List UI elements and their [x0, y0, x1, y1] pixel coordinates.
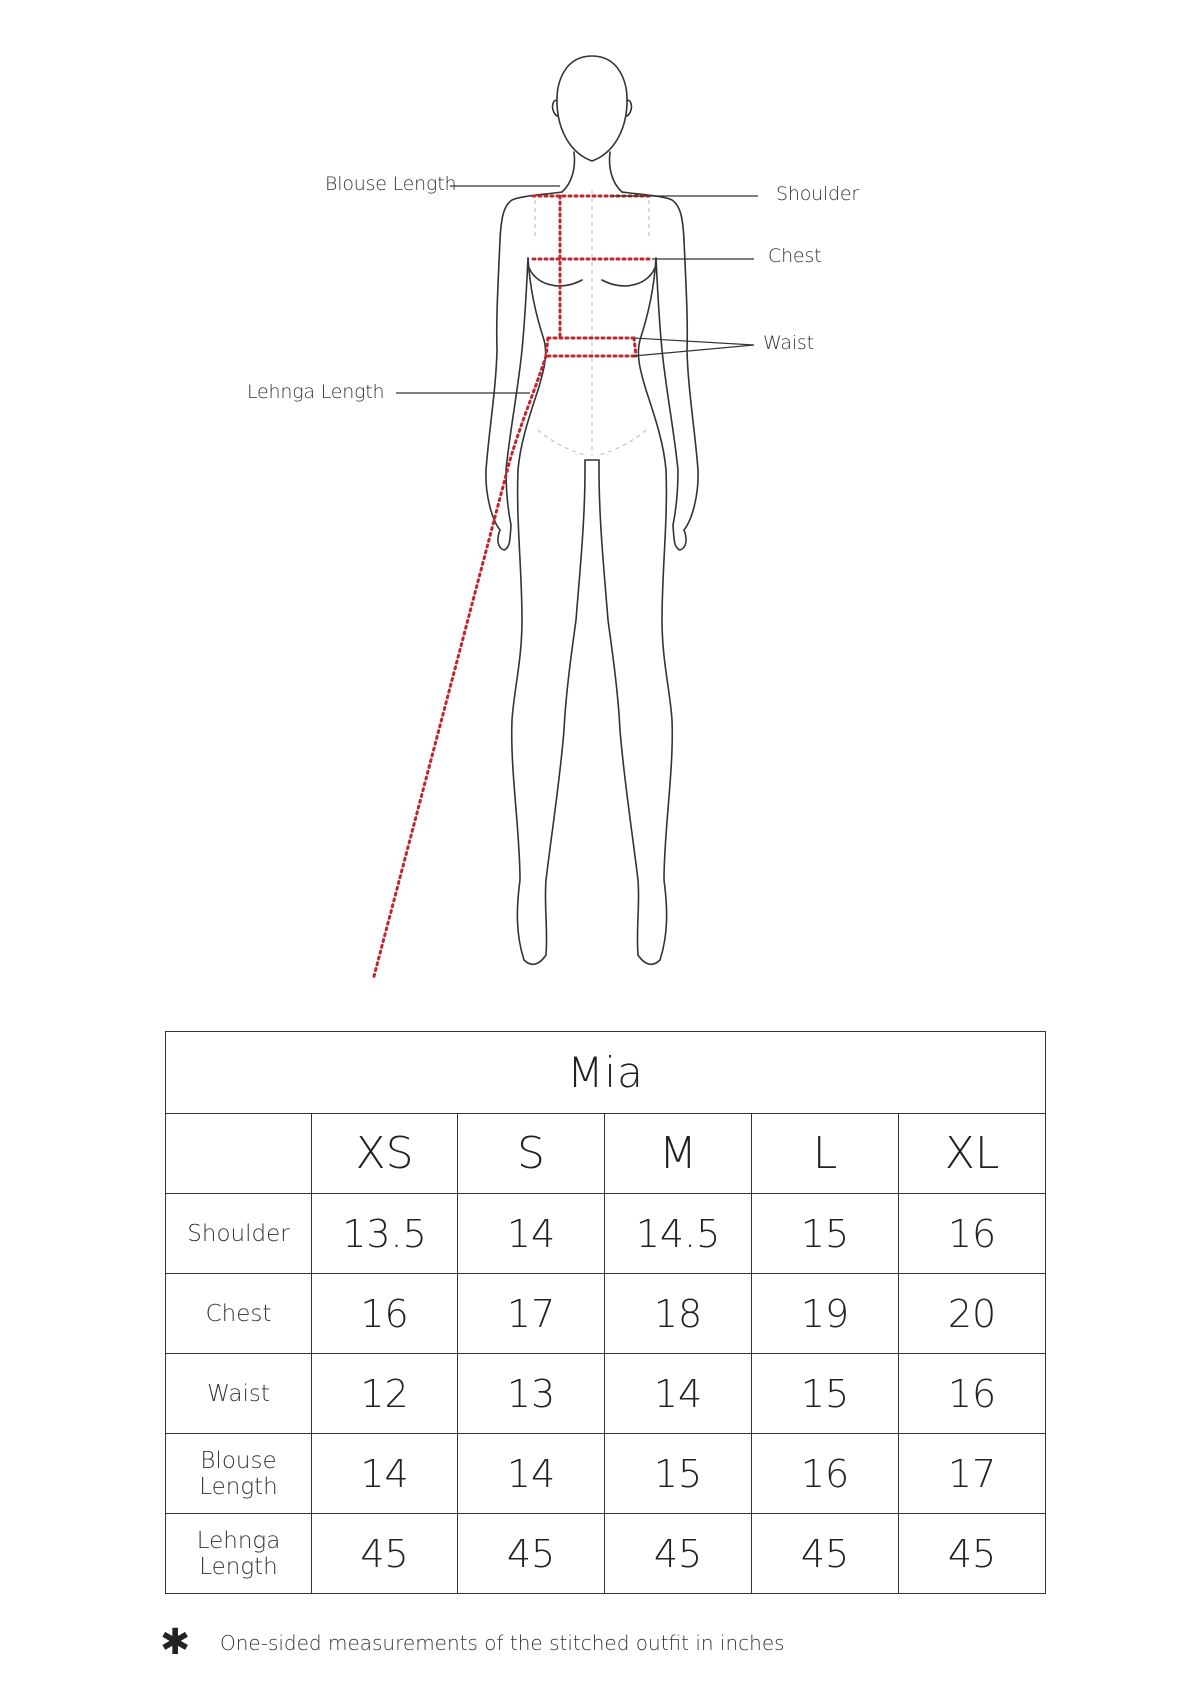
row-label-shoulder: Shoulder — [166, 1194, 312, 1274]
table-title: Mia — [166, 1032, 1046, 1114]
table-cell: 18 — [605, 1274, 752, 1354]
table-cell: 14 — [458, 1194, 605, 1274]
size-header-m: M — [605, 1114, 752, 1194]
size-header-s: S — [458, 1114, 605, 1194]
row-label-line: Length — [199, 1473, 278, 1500]
table-cell: 15 — [752, 1354, 899, 1434]
table-cell: 15 — [605, 1434, 752, 1514]
table-cell: 45 — [605, 1514, 752, 1594]
row-label-blouse-length — [166, 1434, 312, 1514]
footnote-text: One-sided measurements of the stitched outfit in inches — [220, 1631, 785, 1655]
label-shoulder: Shoulder — [776, 183, 860, 205]
table-cell: 15 — [752, 1194, 899, 1274]
table-cell: 16 — [899, 1354, 1046, 1434]
footnote — [160, 1622, 785, 1663]
table-cell: 14 — [312, 1434, 458, 1514]
table-cell: 45 — [458, 1514, 605, 1594]
table-cell: 17 — [458, 1274, 605, 1354]
table-cell: 16 — [752, 1434, 899, 1514]
table-row-blouse-length — [166, 1434, 1046, 1514]
table-cell: 13.5 — [312, 1194, 458, 1274]
table-cell: 45 — [899, 1514, 1046, 1594]
size-chart-table — [165, 1031, 1046, 1594]
head-outline — [557, 56, 627, 161]
size-header-l: L — [752, 1114, 899, 1194]
table-row-chest — [166, 1274, 1046, 1354]
row-label-chest: Chest — [166, 1274, 312, 1354]
table-cell: 14.5 — [605, 1194, 752, 1274]
measurement-lines — [373, 196, 652, 980]
lehnga-length-measure — [373, 356, 546, 980]
row-label-lehnga-length — [166, 1514, 312, 1594]
table-cell: 17 — [899, 1434, 1046, 1514]
row-label-line: Length — [199, 1553, 278, 1580]
table-cell: 20 — [899, 1274, 1046, 1354]
table-row-waist — [166, 1354, 1046, 1434]
label-lehnga-length: Lehnga Length — [247, 381, 385, 403]
table-cell: 45 — [752, 1514, 899, 1594]
size-header-xs: XS — [312, 1114, 458, 1194]
leader-lines — [396, 186, 758, 393]
asterisk-icon: ✱ — [160, 1622, 191, 1663]
table-row-lehnga-length — [166, 1514, 1046, 1594]
label-waist: Waist — [763, 332, 814, 354]
size-header-row — [166, 1114, 1046, 1194]
table-cell: 14 — [605, 1354, 752, 1434]
row-label-line: Blouse — [200, 1447, 277, 1474]
table-row-shoulder — [166, 1194, 1046, 1274]
table-cell: 12 — [312, 1354, 458, 1434]
table-cell: 16 — [899, 1194, 1046, 1274]
row-label-line: Lehnga — [196, 1527, 281, 1554]
size-header-xl: XL — [899, 1114, 1046, 1194]
label-chest: Chest — [768, 245, 822, 267]
header-corner — [166, 1114, 312, 1194]
table-cell: 13 — [458, 1354, 605, 1434]
table-cell: 19 — [752, 1274, 899, 1354]
table-cell: 16 — [312, 1274, 458, 1354]
table-cell: 45 — [312, 1514, 458, 1594]
table-cell: 14 — [458, 1434, 605, 1514]
label-blouse-length: Blouse Length — [325, 173, 457, 195]
row-label-waist: Waist — [166, 1354, 312, 1434]
